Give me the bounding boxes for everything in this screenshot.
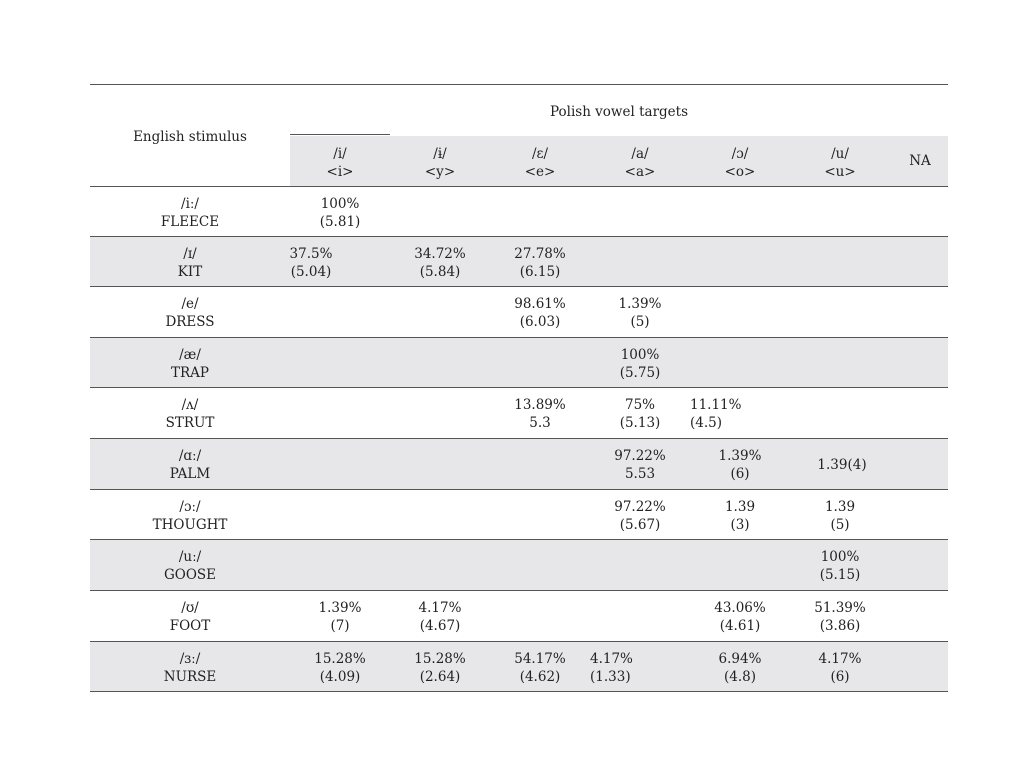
stimulus-cell — [90, 447, 290, 483]
percent-value: 27.78% — [514, 246, 566, 262]
rating-value: (4.62) — [519, 669, 561, 685]
value-cell — [790, 599, 890, 635]
rating-value: (6.15) — [519, 264, 561, 280]
stimulus-word: THOUGHT — [152, 517, 228, 533]
vowel-grapheme: <y> — [424, 164, 456, 180]
percent-value: 37.5% — [289, 246, 333, 262]
header-rule — [290, 134, 390, 135]
rating-value: (4.67) — [419, 618, 461, 634]
rating-value: (5.67) — [619, 517, 661, 533]
value-cell — [790, 650, 890, 686]
stimulus-cell — [90, 650, 290, 686]
vowel-ipa: /ɨ/ — [433, 146, 447, 162]
value-cell — [690, 498, 790, 534]
rating-value: (5.04) — [290, 264, 332, 280]
stimulus-word: DRESS — [165, 314, 215, 330]
percent-value: 1.39% — [618, 296, 662, 312]
vowel-ipa: /a/ — [631, 146, 649, 162]
value-cell — [590, 346, 690, 382]
percent-value: 13.89% — [514, 397, 566, 413]
stimulus-ipa: /iː/ — [181, 196, 199, 212]
value-cell — [390, 599, 490, 635]
percent-value: 4.17% — [590, 651, 633, 667]
na-column-header: NA — [909, 153, 931, 169]
table-top-rule — [90, 84, 948, 85]
table-row-palm — [90, 438, 948, 489]
percent-value: 15.28% — [414, 651, 466, 667]
value-cell — [390, 650, 490, 686]
table-bottom-rule — [90, 691, 948, 692]
percent-value: 1.39 — [724, 499, 756, 515]
vowel-ipa: /i/ — [333, 146, 347, 162]
vowel-header-u — [790, 145, 890, 181]
vowel-header-e — [490, 145, 590, 181]
percent-value: 6.94% — [718, 651, 762, 667]
percent-value: 97.22% — [614, 448, 666, 464]
rating-value: 5.3 — [529, 415, 551, 431]
stimulus-word: NURSE — [163, 669, 217, 685]
stimulus-word: GOOSE — [163, 567, 217, 583]
stimulus-word: KIT — [177, 264, 203, 280]
stimulus-word: PALM — [169, 466, 211, 482]
value-cell — [490, 650, 590, 686]
value-cell — [590, 396, 690, 432]
percent-value: 51.39% — [814, 600, 866, 616]
rating-value: (5.13) — [619, 415, 661, 431]
stimulus-ipa: /ʊ/ — [181, 600, 199, 616]
table-row-trap — [90, 337, 948, 388]
stimulus-ipa: /uː/ — [178, 549, 202, 565]
stimulus-ipa: /ɔː/ — [179, 499, 201, 515]
rating-value: (4.8) — [723, 669, 756, 685]
vowel-grapheme: <u> — [824, 164, 856, 180]
value-cell — [590, 650, 650, 686]
vowel-header-o — [690, 145, 790, 181]
value-cell — [790, 548, 890, 584]
rating-value: (4.09) — [319, 669, 361, 685]
table-row-kit — [90, 236, 948, 287]
table-row-nurse — [90, 641, 948, 692]
rating-value: (5) — [830, 517, 850, 533]
stimulus-ipa: /ʌ/ — [181, 397, 199, 413]
vowel-header-i — [290, 145, 390, 181]
value-cell — [690, 396, 750, 432]
value-cell — [590, 295, 690, 331]
rating-value: (4.5) — [690, 415, 723, 431]
percent-value: 15.28% — [314, 651, 366, 667]
stimulus-cell — [90, 295, 290, 331]
rating-value: (5.81) — [319, 214, 361, 230]
column-group-title: Polish vowel targets — [549, 104, 689, 120]
rating-value: (5.84) — [419, 264, 461, 280]
percent-value: 100% — [820, 549, 860, 565]
percent-value: 54.17% — [514, 651, 566, 667]
percent-value: 4.17% — [418, 600, 462, 616]
stimulus-cell — [90, 548, 290, 584]
vowel-ipa: /u/ — [831, 146, 849, 162]
stimulus-cell — [90, 396, 290, 432]
stimulus-word: FOOT — [169, 618, 211, 634]
value-cell — [390, 245, 490, 281]
percent-value: 100% — [620, 347, 660, 363]
stimulus-ipa: /ɜː/ — [179, 651, 201, 667]
vowel-header-y — [390, 145, 490, 181]
value-cell — [490, 245, 590, 281]
value-cell — [490, 295, 590, 331]
rating-value: (2.64) — [419, 669, 461, 685]
value-cell — [490, 396, 590, 432]
percent-value: 4.17% — [818, 651, 862, 667]
percent-value: 75% — [624, 397, 655, 413]
percent-value: 98.61% — [514, 296, 566, 312]
value-cell — [290, 195, 390, 231]
table-row-strut — [90, 387, 948, 438]
table-row-foot — [90, 590, 948, 641]
stimulus-ipa: /ɑː/ — [178, 448, 202, 464]
rating-value: (7) — [330, 618, 350, 634]
vowel-grapheme: <i> — [326, 164, 354, 180]
vowel-grapheme: <e> — [524, 164, 556, 180]
table-row-thought — [90, 489, 948, 540]
value-cell — [283, 245, 339, 281]
percent-value: 43.06% — [714, 600, 766, 616]
value-cell — [690, 599, 790, 635]
value-cell — [790, 498, 890, 534]
stimulus-cell — [90, 195, 290, 231]
stimulus-column-title: English stimulus — [133, 129, 247, 145]
rating-value: (5.15) — [819, 567, 861, 583]
rating-value: (6.03) — [519, 314, 561, 330]
stimulus-ipa: /e/ — [181, 296, 199, 312]
rating-value: (5) — [630, 314, 650, 330]
rating-value: (3) — [730, 517, 750, 533]
table-row-fleece — [90, 186, 948, 237]
stimulus-word: TRAP — [170, 365, 209, 381]
value-cell — [290, 650, 390, 686]
rating-value: (4.61) — [719, 618, 761, 634]
vowel-grapheme: <o> — [724, 164, 756, 180]
percent-value: 11.11% — [690, 397, 742, 413]
stimulus-cell — [90, 346, 290, 382]
stimulus-word: STRUT — [165, 415, 215, 431]
value-cell — [590, 447, 690, 483]
vowel-grapheme: <a> — [624, 164, 656, 180]
table-row-goose — [90, 539, 948, 590]
vowel-ipa: /ɛ/ — [531, 146, 549, 162]
rating-value: (6) — [730, 466, 750, 482]
rating-value: 5.53 — [624, 466, 656, 482]
stimulus-ipa: /æ/ — [179, 347, 201, 363]
stimulus-ipa: /ɪ/ — [183, 246, 197, 262]
percent-value: 1.39% — [318, 600, 362, 616]
rating-value: (3.86) — [819, 618, 861, 634]
vowel-ipa: /ɔ/ — [731, 146, 749, 162]
table-row-dress — [90, 286, 948, 337]
percent-value: 97.22% — [614, 499, 666, 515]
stimulus-cell — [90, 498, 290, 534]
value-cell — [690, 650, 790, 686]
percent-value: 1.39 — [824, 499, 856, 515]
rating-value: (1.33) — [590, 669, 631, 685]
na-value-cell: 1.39(4) — [817, 457, 867, 473]
value-cell — [590, 498, 690, 534]
rating-value: (6) — [830, 669, 850, 685]
stimulus-word: FLEECE — [160, 214, 220, 230]
vowel-header-a — [590, 145, 690, 181]
percent-value: 100% — [320, 196, 360, 212]
value-cell — [290, 599, 390, 635]
value-cell — [690, 447, 790, 483]
stimulus-cell — [90, 245, 290, 281]
stimulus-cell — [90, 599, 290, 635]
percent-value: 34.72% — [414, 246, 466, 262]
rating-value: (5.75) — [619, 365, 661, 381]
percent-value: 1.39% — [718, 448, 762, 464]
